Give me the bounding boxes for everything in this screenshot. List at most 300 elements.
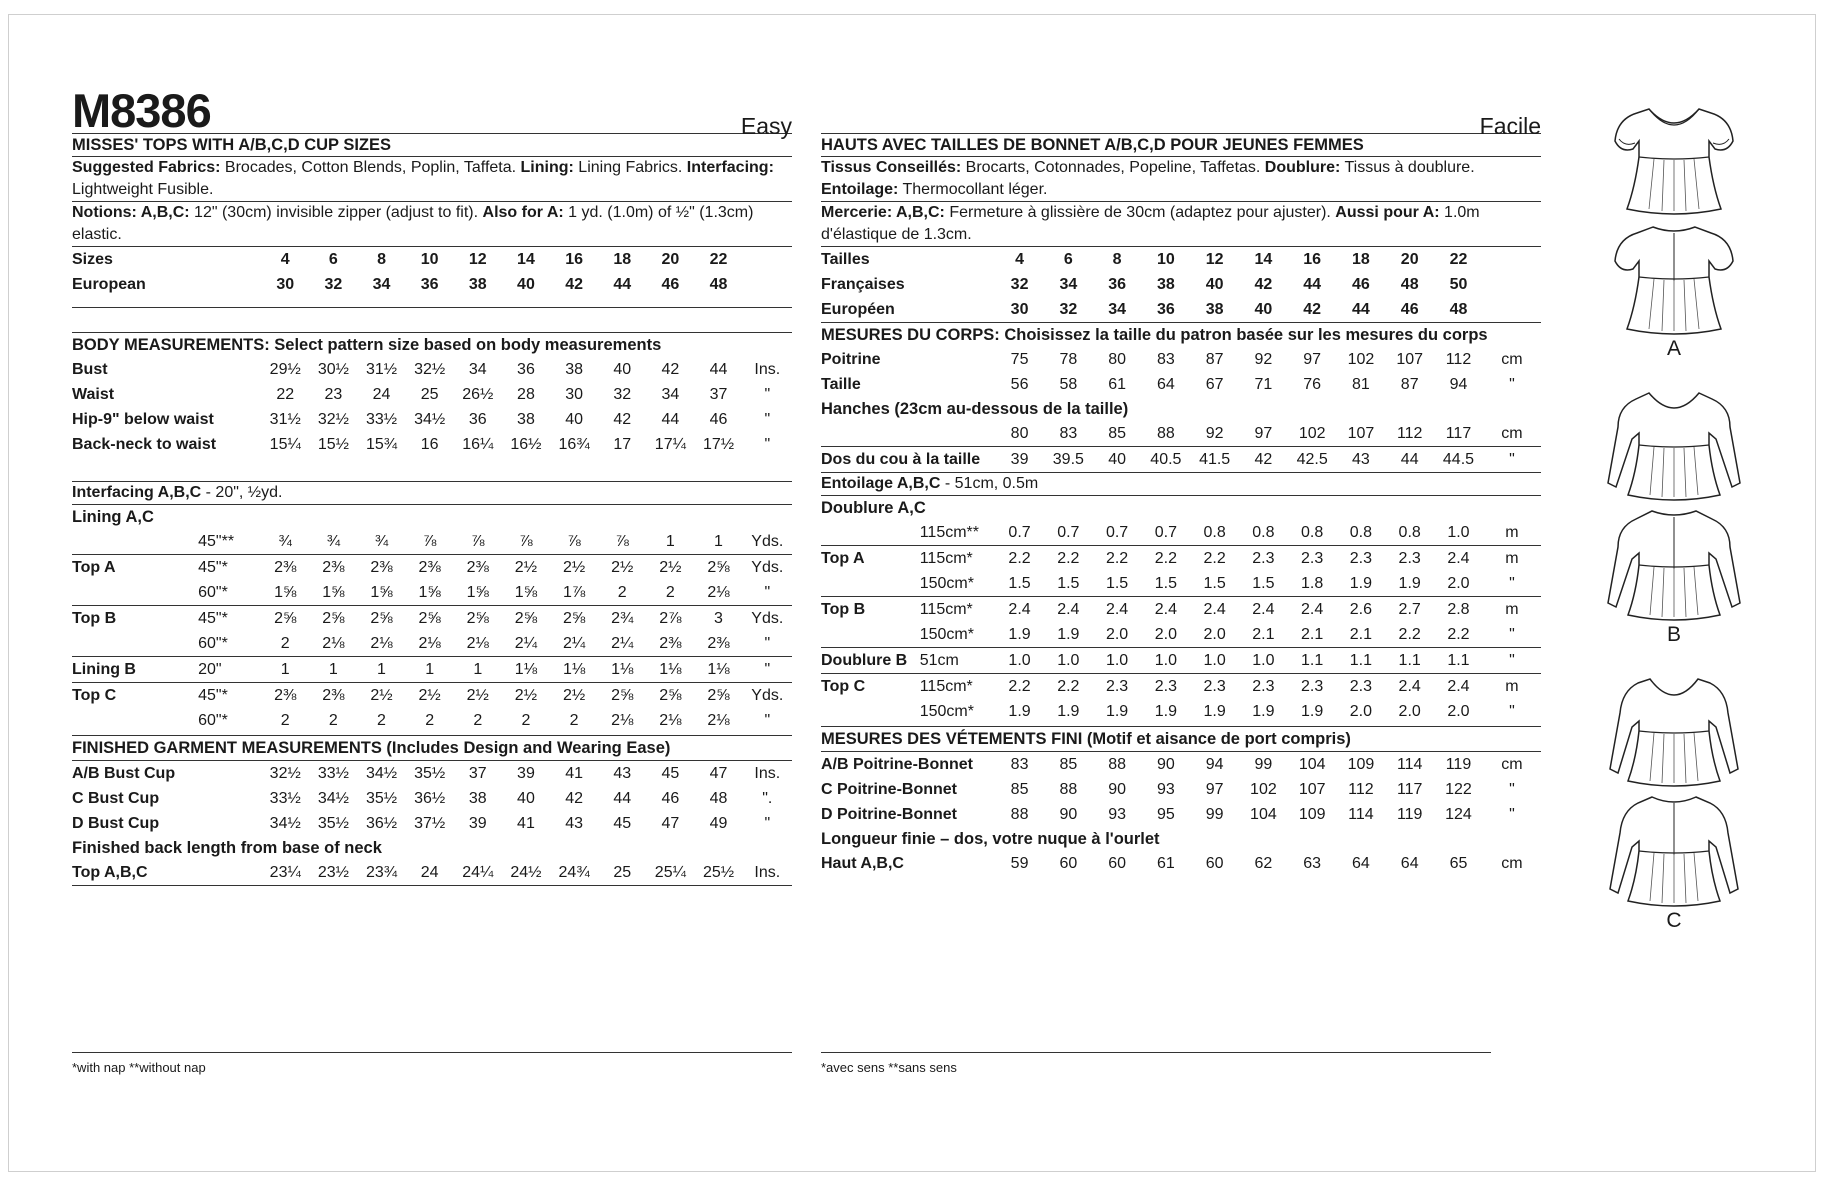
table-cell: 2⅝: [598, 683, 646, 709]
table-cell: 2: [665, 584, 675, 601]
fabric-width: 45"*: [198, 555, 261, 581]
table-cell: 119: [1445, 756, 1472, 773]
table-cell: 94: [1449, 376, 1468, 393]
table-row: [821, 297, 1541, 322]
row-label: Top C: [72, 683, 198, 709]
table-cell: 102: [1250, 781, 1277, 798]
table-row: [72, 683, 792, 709]
table-cell: 38: [468, 790, 487, 807]
row-label: Top B: [72, 606, 198, 632]
row-label: Européen: [821, 301, 895, 318]
table-cell: 2: [280, 635, 290, 652]
table-cell: 80: [1108, 351, 1126, 368]
table-cell: 64: [1352, 855, 1370, 872]
row-label: Waist: [72, 386, 115, 403]
table-cell: 40: [1205, 276, 1224, 293]
table-cell: 64: [1156, 376, 1175, 393]
table-row: [72, 631, 792, 657]
table-cell: 2⅜: [406, 555, 454, 581]
table-cell: 1: [665, 533, 675, 550]
unit-label: ": [1509, 626, 1515, 643]
row-label: European: [72, 276, 146, 293]
table-cell: 2.2: [1044, 546, 1093, 572]
table-cell: 42: [565, 276, 583, 293]
row-label: Tailles: [821, 251, 870, 268]
table-cell: 39: [468, 815, 487, 832]
view-b-label: B: [1666, 623, 1681, 646]
table-cell: 71: [1254, 376, 1273, 393]
table-cell: 2.3: [1385, 546, 1434, 572]
unit-label: ": [1509, 806, 1515, 823]
table-cell: 1.5: [1252, 575, 1275, 592]
table-row: [72, 657, 792, 683]
notions-text-fr: Fermeture à glissière de 30cm (adaptez pour ajuster).: [944, 204, 1336, 221]
table-cell: 2⅝: [646, 683, 694, 709]
fabric-width: 150cm*: [919, 575, 974, 592]
table-cell: 1⅝: [274, 584, 297, 601]
table-cell: 2¾: [598, 606, 646, 632]
table-cell: 2: [328, 712, 338, 729]
table-cell: 23¾: [365, 864, 398, 881]
unit-label: ": [764, 712, 771, 729]
row-label: Top A,B,C: [72, 864, 148, 881]
table-cell: 124: [1445, 806, 1472, 823]
lining-ac-label: Lining A,C: [72, 508, 154, 526]
table-cell: 2: [521, 712, 531, 729]
table-cell: 1⅛: [646, 657, 694, 683]
table-cell: 112: [1348, 781, 1374, 798]
table-cell: 25¼: [654, 864, 686, 881]
hip-table-fr: [821, 421, 1541, 472]
row-label: [821, 421, 995, 447]
table-cell: 38: [1205, 301, 1224, 318]
unit-label: Yds.: [743, 683, 792, 709]
pattern-code: M8386: [72, 84, 211, 137]
table-cell: 39: [995, 447, 1044, 473]
back-length-title-fr: Longueur finie – dos, votre nuque à l'ourlet: [821, 830, 1160, 848]
table-cell: 1.9: [1398, 575, 1421, 592]
table-cell: 32½: [317, 411, 349, 428]
table-cell: 41.5: [1190, 447, 1239, 473]
table-cell: 2.4: [1190, 597, 1239, 623]
table-cell: 40: [517, 790, 535, 807]
table-row: [72, 247, 792, 272]
table-cell: 24: [372, 386, 391, 403]
table-cell: 15¼: [269, 436, 301, 453]
unit-label: [1483, 272, 1541, 297]
table-cell: 90: [1108, 781, 1126, 798]
table-cell: 34½: [269, 815, 301, 832]
table-cell: 24¾: [558, 864, 590, 881]
table-cell: 16½: [510, 436, 542, 453]
table-cell: 2⅜: [309, 555, 357, 581]
table-cell: ¾: [326, 533, 341, 550]
interfacing-text-fr: Thermocollant léger.: [898, 181, 1048, 198]
table-cell: 20: [1400, 251, 1419, 268]
table-cell: 44: [1352, 301, 1370, 318]
row-label: Back-neck to waist: [72, 436, 217, 453]
footnote-rule-fr: [821, 1052, 1491, 1053]
table-cell: 1⅛: [598, 657, 646, 683]
row-label: [72, 708, 198, 733]
unit-label: ": [1509, 703, 1515, 720]
body-measurements-table: [72, 357, 792, 457]
notions-paragraph: [72, 202, 792, 246]
table-cell: 0.8: [1349, 524, 1373, 541]
table-cell: ⅞: [615, 533, 629, 550]
table-cell: 2⅛: [611, 712, 634, 729]
notions-text: 12" (30cm) invisible zipper (adjust to fit).: [189, 204, 483, 221]
table-cell: 36: [420, 276, 439, 293]
view-a-label: A: [1666, 337, 1681, 360]
row-label: Top A: [821, 546, 920, 572]
table-cell: 97: [1254, 425, 1273, 442]
table-cell: 1.0: [1141, 648, 1190, 674]
fabric-width: 150cm*: [919, 626, 974, 643]
row-label: Top A: [72, 555, 198, 581]
table-cell: 117: [1396, 781, 1423, 798]
table-cell: 33½: [269, 790, 301, 807]
unit-label: Ins.: [754, 864, 781, 881]
table-cell: 16: [565, 251, 583, 268]
table-cell: 47: [661, 815, 680, 832]
interfacing-label: Interfacing:: [686, 159, 774, 176]
unit-label: m: [1483, 546, 1541, 572]
fabrics-label-fr: Tissus Conseillés:: [821, 159, 962, 176]
table-cell: 23½: [317, 864, 349, 881]
lining-label-fr: Doublure:: [1264, 159, 1341, 176]
table-cell: 93: [1156, 781, 1175, 798]
english-column: [72, 15, 792, 886]
table-cell: 92: [1205, 425, 1224, 442]
table-row: [821, 802, 1541, 827]
table-cell: 109: [1298, 806, 1326, 823]
footnote-rule: [72, 1052, 792, 1053]
table-cell: 0.8: [1203, 524, 1226, 541]
table-cell: 18: [1352, 251, 1370, 268]
unit-label: cm: [1501, 756, 1523, 773]
row-label: Dos du cou à la taille: [821, 447, 995, 473]
unit-label: Yds.: [751, 533, 784, 550]
table-row: [72, 382, 792, 407]
table-cell: 24¼: [462, 864, 494, 881]
also-text-fr: 1.0m d'élastique de 1.3cm.: [821, 204, 1480, 243]
table-cell: 33½: [365, 411, 398, 428]
fabric-width: 60"*: [198, 712, 228, 729]
unit-label: m: [1505, 524, 1519, 541]
table-cell: 2.3: [1288, 674, 1337, 700]
table-cell: 35½: [317, 815, 349, 832]
fabric-width: 115cm*: [920, 546, 995, 572]
table-cell: 88: [1108, 756, 1126, 773]
table-cell: 45: [661, 765, 680, 782]
table-cell: 47: [709, 765, 728, 782]
row-label: Top C: [821, 674, 920, 700]
table-cell: 80: [1010, 425, 1029, 442]
fabric-width: 51cm: [920, 648, 995, 674]
table-cell: 2⅛: [659, 712, 682, 729]
table-cell: ¾: [278, 533, 292, 550]
table-cell: 117: [1445, 425, 1472, 442]
table-cell: 1.9: [1008, 703, 1031, 720]
unit-label: ": [764, 584, 771, 601]
table-cell: 38: [517, 411, 535, 428]
table-cell: 2.0: [1203, 626, 1226, 643]
unit-label: cm: [1501, 425, 1523, 442]
table-cell: 59: [1010, 855, 1029, 872]
table-cell: 75: [1010, 351, 1029, 368]
fabrics-label: Suggested Fabrics:: [72, 159, 221, 176]
table-row: [72, 432, 792, 457]
table-cell: 2⅜: [357, 555, 405, 581]
table-cell: 36: [1156, 301, 1175, 318]
table-cell: 44: [709, 361, 728, 378]
table-cell: 0.7: [1105, 524, 1129, 541]
table-cell: 1.9: [1008, 626, 1031, 643]
unit-label: [1483, 297, 1541, 322]
table-cell: 2½: [598, 555, 646, 581]
table-cell: 85: [1059, 756, 1078, 773]
table-row: [72, 761, 792, 786]
table-cell: 2⅛: [707, 712, 730, 729]
unit-label: Yds.: [743, 606, 792, 632]
body-measurements-title: BODY MEASUREMENTS: Select pattern size based on body measurements: [72, 336, 662, 354]
fabric-width: 60"*: [198, 584, 228, 601]
table-cell: 22: [709, 251, 728, 268]
table-cell: 107: [1396, 351, 1424, 368]
table-cell: 29½: [269, 361, 301, 378]
table-cell: 38: [565, 361, 583, 378]
table-cell: 2: [425, 712, 435, 729]
view-illustrations: [1574, 97, 1774, 933]
table-cell: 22: [1449, 251, 1468, 268]
row-label: Hip-9" below waist: [72, 411, 214, 428]
table-cell: 49: [709, 815, 728, 832]
table-cell: 2.3: [1190, 674, 1239, 700]
table-cell: 2⅝: [502, 606, 550, 632]
pattern-envelope-back: [8, 14, 1816, 1172]
unit-label: ".: [762, 790, 773, 807]
table-cell: 43: [613, 765, 632, 782]
table-cell: 2.2: [995, 546, 1044, 572]
table-cell: 2.0: [1447, 575, 1470, 592]
interfacing-text: Lightweight Fusible.: [72, 181, 214, 198]
table-cell: 44: [661, 411, 680, 428]
table-row: [72, 272, 792, 297]
table-cell: 16: [1303, 251, 1322, 268]
unit-label: ": [1509, 781, 1515, 798]
table-cell: 0.7: [1008, 524, 1031, 541]
table-cell: 88: [1059, 781, 1078, 798]
table-cell: 2.4: [1385, 674, 1434, 700]
table-cell: 17¼: [654, 436, 686, 453]
row-label: [72, 631, 198, 657]
table-cell: 4: [280, 251, 290, 268]
table-cell: 56: [1010, 376, 1029, 393]
entoilage-label: Entoilage A,B,C: [821, 475, 941, 492]
also-text: 1 yd. (1.0m) of ½" (1.3cm) elastic.: [72, 204, 754, 243]
table-cell: 78: [1059, 351, 1078, 368]
table-cell: 1.9: [1349, 575, 1373, 592]
interfacing-label-fr: Entoilage:: [821, 181, 899, 198]
row-label: [72, 529, 198, 555]
table-cell: 2⅝: [694, 683, 742, 709]
table-cell: 2.3: [1239, 546, 1288, 572]
table-cell: 34: [372, 276, 391, 293]
table-row: [821, 546, 1541, 572]
table-cell: 32: [1010, 276, 1029, 293]
table-row: [72, 357, 792, 382]
table-cell: 2½: [357, 683, 405, 709]
table-cell: 114: [1348, 806, 1374, 823]
table-cell: 2.3: [1288, 546, 1337, 572]
unit-label: ": [764, 635, 771, 652]
notions-paragraph-fr: [821, 202, 1541, 246]
table-cell: 0.7: [1154, 524, 1177, 541]
table-row: [821, 674, 1541, 700]
row-label: Taille: [821, 376, 861, 393]
table-cell: 1.5: [1105, 575, 1129, 592]
table-cell: 37: [468, 765, 487, 782]
table-row: [821, 347, 1541, 372]
fabric-width: 60"*: [198, 635, 228, 652]
table-cell: 2.4: [1093, 597, 1142, 623]
view-a-front-icon: [1574, 97, 1774, 217]
table-cell: 41: [517, 815, 535, 832]
table-cell: 14: [517, 251, 535, 268]
fabrics-paragraph-fr: [821, 157, 1541, 201]
unit-label: m: [1483, 674, 1541, 700]
table-cell: 38: [468, 276, 487, 293]
view-b-back-icon: [1574, 503, 1774, 623]
unit-label: [743, 247, 792, 272]
table-cell: 2.0: [1398, 703, 1421, 720]
notions-label: Notions: A,B,C:: [72, 204, 190, 221]
table-cell: 16¾: [558, 436, 590, 453]
table-cell: 2.3: [1141, 674, 1190, 700]
table-cell: 23: [324, 386, 343, 403]
table-cell: 44: [613, 276, 632, 293]
table-cell: 32: [324, 276, 343, 293]
unit-label: ": [1509, 376, 1515, 393]
lining-label: Lining:: [520, 159, 574, 176]
table-cell: 2⅛: [370, 635, 393, 652]
table-cell: 81: [1352, 376, 1370, 393]
row-label: D Bust Cup: [72, 815, 160, 832]
table-cell: 99: [1205, 806, 1224, 823]
table-cell: 31½: [269, 411, 301, 428]
table-cell: ¾: [374, 533, 389, 550]
table-cell: 6: [328, 251, 338, 268]
also-label: Also for A:: [482, 204, 564, 221]
entoilage-amount: - 51cm, 0.5m: [940, 475, 1039, 492]
table-cell: 76: [1303, 376, 1322, 393]
table-cell: 2.1: [1252, 626, 1275, 643]
table-cell: 39: [517, 765, 535, 782]
french-header: [821, 15, 1541, 139]
table-cell: 8: [377, 251, 386, 268]
pattern-title-fr: HAUTS AVEC TAILLES DE BONNET A/B,C,D POUR JEUNES FEMMES: [821, 136, 1364, 154]
table-cell: 2⅜: [659, 635, 682, 652]
table-row: [821, 372, 1541, 397]
table-cell: 1.8: [1301, 575, 1324, 592]
table-row: [72, 786, 792, 811]
row-label: Lining B: [72, 657, 198, 683]
entoilage-line: [821, 473, 1541, 495]
view-c-label: C: [1666, 909, 1682, 932]
row-label: C Bust Cup: [72, 790, 160, 807]
table-cell: 1.1: [1434, 648, 1483, 674]
table-cell: 88: [1010, 806, 1029, 823]
table-cell: 43: [565, 815, 583, 832]
table-cell: 2.2: [1093, 546, 1142, 572]
table-cell: 122: [1445, 781, 1472, 798]
table-cell: 1.9: [1154, 703, 1177, 720]
table-cell: 40: [565, 411, 583, 428]
table-cell: 34½: [365, 765, 398, 782]
table-cell: 30: [276, 276, 295, 293]
table-cell: 34: [661, 386, 680, 403]
unit-label: ": [764, 411, 771, 428]
fabric-width: 45"*: [198, 606, 261, 632]
table-cell: 2.4: [1434, 546, 1483, 572]
table-cell: 114: [1396, 756, 1423, 773]
table-cell: 42: [1239, 447, 1288, 473]
row-label: Doublure B: [821, 648, 920, 674]
table-cell: 2.3: [1239, 674, 1288, 700]
table-cell: 93: [1108, 806, 1126, 823]
row-label: Françaises: [821, 276, 905, 293]
table-row: [821, 777, 1541, 802]
fabrics-text: Brocades, Cotton Blends, Poplin, Taffeta.: [220, 159, 521, 176]
table-cell: 36: [517, 361, 535, 378]
table-cell: 0.8: [1398, 524, 1421, 541]
yardage-table: [72, 529, 792, 733]
view-c-front-icon: [1574, 669, 1774, 789]
row-label: Poitrine: [821, 351, 881, 368]
table-cell: 32½: [269, 765, 301, 782]
table-cell: 1.9: [1105, 703, 1129, 720]
unit-label: ": [743, 657, 792, 683]
table-cell: 30: [565, 386, 583, 403]
table-cell: 30½: [317, 361, 349, 378]
row-label: A/B Poitrine-Bonnet: [821, 756, 973, 773]
unit-label: ": [1483, 447, 1541, 473]
table-cell: 46: [661, 276, 680, 293]
table-cell: 2: [617, 584, 627, 601]
table-cell: 48: [1400, 276, 1419, 293]
table-cell: 2⅝: [550, 606, 598, 632]
table-cell: 1⅛: [550, 657, 598, 683]
table-row: [72, 811, 792, 836]
table-cell: 36½: [414, 790, 446, 807]
table-cell: 48: [709, 790, 728, 807]
table-row: [821, 752, 1541, 777]
back-length-table: [72, 860, 792, 885]
table-cell: 2⅝: [357, 606, 405, 632]
row-label: A/B Bust Cup: [72, 765, 176, 782]
table-cell: 2⅝: [261, 606, 309, 632]
table-row: [72, 708, 792, 733]
table-cell: 10: [420, 251, 439, 268]
pattern-title: MISSES' TOPS WITH A/B,C,D CUP SIZES: [72, 136, 391, 154]
table-cell: 31½: [365, 361, 398, 378]
table-cell: 1.9: [1057, 703, 1080, 720]
table-cell: 42.5: [1288, 447, 1337, 473]
table-cell: 48: [709, 276, 728, 293]
table-row: [821, 597, 1541, 623]
table-cell: 61: [1156, 855, 1175, 872]
